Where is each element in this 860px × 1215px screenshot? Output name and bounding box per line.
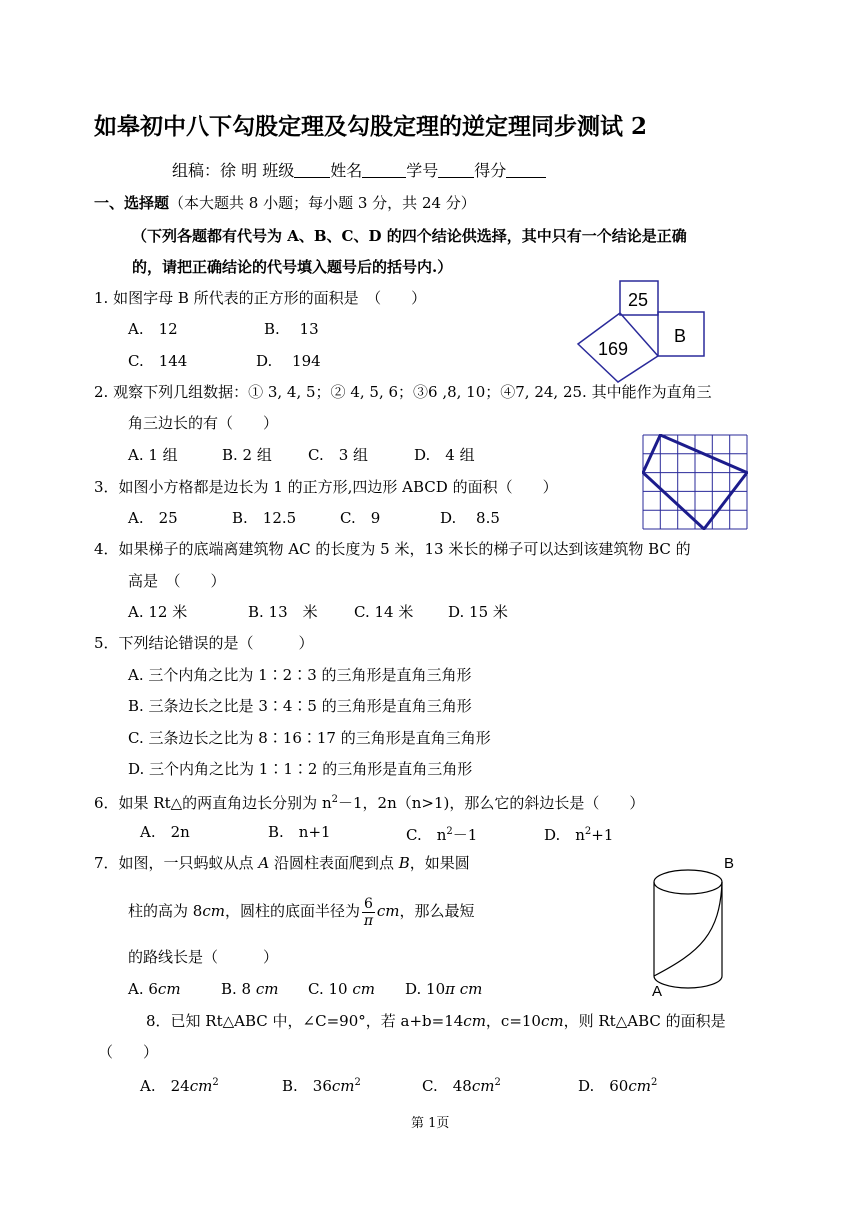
cylinder-top-ellipse — [654, 870, 722, 894]
q7-point-a: A — [258, 854, 270, 872]
name-blank[interactable] — [362, 161, 406, 178]
q7-option-a[interactable] — [128, 979, 181, 999]
q8-l1-mid: ，c=10 — [485, 1012, 541, 1030]
section-title: 一、选择题 — [94, 194, 170, 212]
page-title: 如皋初中八下勾股定理及勾股定理的逆定理同步测试 2 — [94, 113, 648, 140]
q1-option-b[interactable]: B. 13 — [264, 320, 319, 338]
class-blank[interactable] — [294, 161, 330, 178]
q8-unit-1: cm — [463, 1012, 486, 1030]
q7-c-pre: C. 10 — [308, 980, 353, 998]
q6-c-post: －1 — [452, 826, 478, 844]
q1-stem: 1. 如图字母 B 所代表的正方形的面积是 （ ） — [94, 289, 427, 307]
q7-l2-mid: ，圆柱的底面半径为 — [224, 902, 360, 920]
q7-l1-post: ，如果圆 — [409, 854, 470, 872]
q7-a-pre: A. 6 — [128, 980, 158, 998]
q8-b-pre: B. 36 — [282, 1077, 332, 1095]
q3-option-b[interactable]: B. 12.5 — [232, 509, 297, 527]
q7-d-unit: cm — [459, 980, 483, 998]
q7-line3: 的路线长是（ ） — [128, 948, 279, 966]
q7-radius-fraction — [362, 896, 375, 929]
q8-l1-pre: 8．已知 Rt△ABC 中，∠C=90°，若 a+b=14 — [146, 1012, 464, 1030]
q8-c-pre: C. 48 — [422, 1077, 472, 1095]
instructions-line2: 的，请把正确结论的代号填入题号后的括号内.） — [132, 258, 453, 276]
q6-option-b[interactable]: B. n+1 — [268, 823, 331, 841]
q8-a-pre: A. 24 — [140, 1077, 190, 1095]
score-label: 得分 — [474, 161, 507, 180]
q8-l1-post: ，则 Rt△ABC 的面积是 — [563, 1012, 726, 1030]
q8-line1 — [146, 1011, 726, 1031]
q4-line2: 高是 （ ） — [128, 572, 226, 590]
q3-stem: 3．如图小方格都是边长为 1 的正方形,四边形 ABCD 的面积（ ） — [94, 478, 558, 496]
q6-stem-pre: 6．如果 Rt△的两直角边长分别为 n — [94, 794, 332, 812]
number-label: 学号 — [406, 161, 439, 180]
ant-path-curve — [654, 882, 722, 976]
q8-c-unit: cm — [471, 1077, 495, 1095]
label-b: B — [674, 326, 687, 346]
cylinder-bottom-front — [654, 976, 722, 988]
q1-option-a[interactable]: A. 12 — [128, 320, 178, 338]
q5-option-b[interactable]: B. 三条边长之比是 3∶4∶5 的三角形是直角三角形 — [128, 697, 472, 715]
compiler: 组稿：徐 明 — [172, 161, 258, 180]
q8-unit-2: cm — [540, 1012, 564, 1030]
q1-option-c[interactable]: C. 144 — [128, 352, 188, 370]
q8-line2: （ ） — [98, 1043, 159, 1061]
q6-option-a[interactable]: A. 2n — [140, 823, 190, 841]
q7-line2 — [128, 891, 475, 931]
q1-option-d[interactable]: D. 194 — [256, 352, 321, 370]
name-label: 姓名 — [330, 161, 363, 180]
q2-option-c[interactable]: C. 3 组 — [308, 446, 369, 464]
q7-l2-post: ，那么最短 — [399, 902, 475, 920]
q6-d-post: +1 — [591, 826, 614, 844]
q4-option-c[interactable]: C. 14 米 — [354, 603, 414, 621]
q6-option-c[interactable] — [406, 822, 477, 845]
q7-c-unit: cm — [352, 980, 375, 998]
q5-option-c[interactable]: C. 三条边长之比为 8∶16∶17 的三角形是直角三角形 — [128, 729, 491, 747]
q2-line1: 2. 观察下列几组数据：① 3, 4, 5；② 4, 5, 6；③6 ,8, 10；④7, 24, 25. 其中能作为直角三 — [94, 383, 712, 401]
q7-option-c[interactable] — [308, 979, 375, 999]
q7-d-pi: π — [445, 980, 455, 998]
q8-option-b[interactable] — [282, 1073, 361, 1096]
q5-stem: 5．下列结论错误的是（ ） — [94, 634, 314, 652]
q7-cylinder-figure — [640, 852, 750, 1000]
q6-d-exp: 2 — [584, 826, 592, 837]
q7-l1-pre: 7．如图，一只蚂蚁从点 — [94, 854, 259, 872]
q8-b-sq: 2 — [354, 1077, 361, 1088]
instructions-line1: （下列各题都有代号为 A、B、C、D 的四个结论供选择，其中只有一个结论是正确 — [132, 227, 687, 245]
q7-option-b[interactable] — [221, 979, 279, 999]
q8-c-sq: 2 — [494, 1077, 501, 1088]
q4-option-a[interactable]: A. 12 米 — [128, 603, 188, 621]
score-blank[interactable] — [506, 161, 546, 178]
q4-option-b[interactable]: B. 13 米 — [248, 603, 318, 621]
q7-unit-2: cm — [376, 902, 400, 920]
q8-d-pre: D. 60 — [578, 1077, 629, 1095]
q1-squares-figure — [570, 278, 710, 388]
q6-stem — [94, 790, 644, 813]
q2-line2: 角三边长的有（ ） — [128, 414, 279, 432]
section-note: （本大题共 8 小题；每小题 3 分，共 24 分） — [169, 194, 476, 212]
q7-a-unit: cm — [157, 980, 181, 998]
point-b-label: B — [724, 855, 735, 872]
page-footer: 第 1页 — [411, 1116, 450, 1131]
q2-option-a[interactable]: A. 1 组 — [128, 446, 178, 464]
q6-stem-exp: 2 — [331, 794, 338, 805]
q8-option-c[interactable] — [422, 1073, 501, 1096]
q7-unit: cm — [202, 902, 225, 920]
q8-a-unit: cm — [189, 1077, 213, 1095]
q4-line1: 4．如果梯子的底端离建筑物 AC 的长度为 5 米，13 米长的梯子可以达到该建筑物 BC 的 — [94, 540, 691, 558]
q7-l1-mid: 沿圆柱表面爬到点 — [269, 854, 399, 872]
q2-option-b[interactable]: B. 2 组 — [222, 446, 272, 464]
header-info — [172, 161, 546, 181]
q7-option-d[interactable] — [405, 979, 482, 999]
q3-option-a[interactable]: A. 25 — [128, 509, 178, 527]
q6-stem-post: －1，2n（n>1)，那么它的斜边长是（ ） — [337, 794, 645, 812]
q2-option-d[interactable]: D. 4 组 — [414, 446, 475, 464]
q5-option-a[interactable]: A. 三个内角之比为 1∶2∶3 的三角形是直角三角形 — [128, 666, 472, 684]
q4-option-d[interactable]: D. 15 米 — [448, 603, 508, 621]
q3-option-c[interactable]: C. 9 — [340, 509, 381, 527]
fraction-denominator: π — [363, 912, 374, 929]
label-25: 25 — [628, 290, 649, 310]
q6-c-pre: C. n — [406, 826, 447, 844]
q8-option-a[interactable] — [140, 1073, 219, 1096]
q5-option-d[interactable]: D. 三个内角之比为 1∶1∶2 的三角形是直角三角形 — [128, 760, 473, 778]
q6-d-pre: D. n — [544, 826, 585, 844]
q8-a-sq: 2 — [212, 1077, 219, 1088]
q7-point-b: B — [398, 854, 410, 872]
q7-b-unit: cm — [255, 980, 279, 998]
q7-l2-pre: 柱的高为 8 — [128, 902, 203, 920]
point-a-label: A — [652, 983, 663, 1000]
q6-c-exp: 2 — [446, 826, 453, 837]
q3-option-d[interactable]: D. 8.5 — [440, 509, 500, 527]
q8-d-sq: 2 — [650, 1077, 658, 1088]
section-heading — [94, 193, 476, 213]
q8-option-d[interactable] — [578, 1073, 657, 1096]
fraction-numerator: 6 — [363, 895, 373, 912]
class-label: 班级 — [262, 161, 295, 180]
q7-d-pre: D. 10 — [405, 980, 446, 998]
q7-b-pre: B. 8 — [221, 980, 256, 998]
q3-grid-figure — [642, 434, 748, 530]
q8-b-unit: cm — [331, 1077, 355, 1095]
label-169: 169 — [598, 339, 629, 359]
number-blank[interactable] — [438, 161, 474, 178]
q7-line1 — [94, 853, 470, 873]
q6-option-d[interactable] — [544, 822, 613, 845]
q8-d-unit: cm — [628, 1077, 651, 1095]
